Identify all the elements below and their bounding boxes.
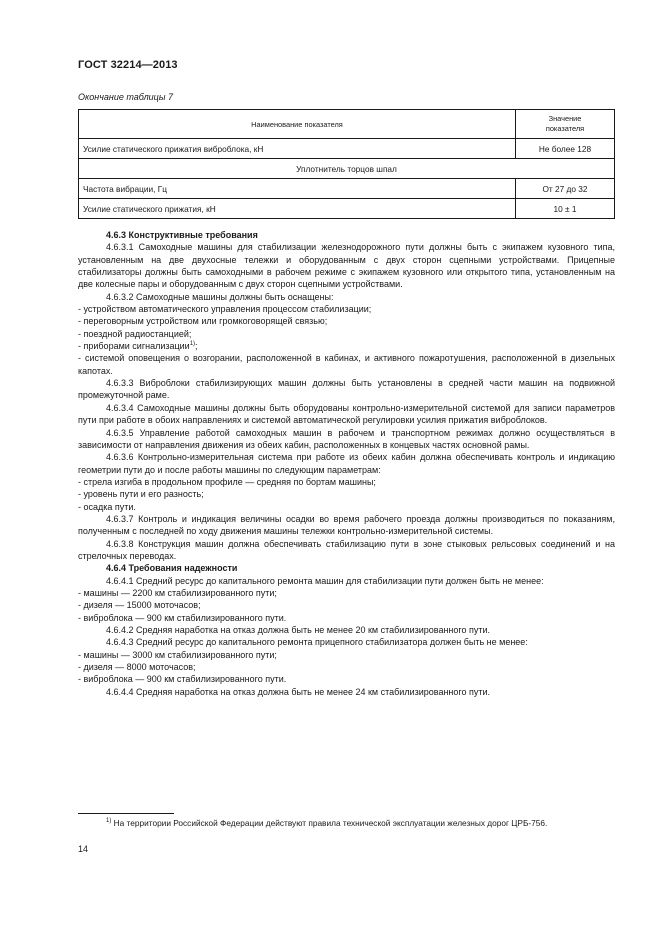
- row-value: От 27 до 32: [516, 179, 615, 199]
- body-text: [78, 229, 615, 698]
- list-item-end: ;: [195, 341, 198, 352]
- footnote-mark: 1): [106, 818, 112, 825]
- paragraph: 4.6.3.6 Контрольно-измерительная система при работе из обеих кабин должна обеспечивать контроль и индикацию геометрии пути до и после работы машины по следующим параметрам:: [78, 452, 615, 475]
- paragraph: 4.6.4.2 Средняя наработка на отказ должна быть не менее 20 км стабилизированного пути.: [106, 625, 491, 635]
- list-item: - переговорным устройством или громкоговорящей связью;: [78, 316, 328, 327]
- footnote-divider: [78, 813, 174, 814]
- list-item: [78, 340, 615, 352]
- list-item: - дизеля — 8000 моточасов;: [78, 662, 196, 673]
- row-value: 10 ± 1: [516, 199, 615, 219]
- paragraph: 4.6.4.3 Средний ресурс до капитального ремонта прицепного стабилизатора должен быть не менее:: [106, 637, 528, 648]
- row-value: Не более 128: [516, 139, 615, 159]
- list-item: - стрела изгиба в продольном профиле — средняя по бортам машины;: [78, 476, 376, 487]
- col-header-value-line2: показателя: [545, 124, 585, 133]
- row-name: Усилие статического прижатия виброблока, кН: [79, 139, 516, 159]
- list-item-text: - приборами сигнализации: [78, 341, 190, 352]
- paragraph: 4.6.3.8 Конструкция машин должна обеспечивать стабилизацию пути в зоне стыковых рельсовых соединений и на стрелочных переводах.: [78, 538, 615, 561]
- row-name: Усилие статического прижатия, кН: [79, 199, 516, 219]
- col-header-name: Наименование показателя: [79, 110, 516, 139]
- page-number: 14: [78, 844, 89, 854]
- footnote-ref: 1): [189, 341, 196, 348]
- list-item: - устройством автоматического управления процессом стабилизации;: [78, 304, 372, 315]
- paragraph: 4.6.4.1 Средний ресурс до капитального ремонта машин для стабилизации пути должен быть не менее:: [106, 575, 544, 586]
- document-header: ГОСТ 32214—2013: [78, 59, 178, 71]
- section-heading: 4.6.3 Конструктивные требования: [106, 230, 258, 240]
- table-section-row: [79, 159, 615, 179]
- paragraph: 4.6.3.2 Самоходные машины должны быть оснащены:: [106, 291, 334, 302]
- col-header-value: [516, 110, 615, 139]
- list-item: - виброблока — 900 км стабилизированного пути.: [78, 674, 287, 685]
- table-header-row: [79, 110, 615, 139]
- list-item: - машины — 2200 км стабилизированного пути;: [78, 587, 277, 598]
- paragraph: 4.6.3.5 Управление работой самоходных машин в рабочем и транспортном режимах должно осуществляться в зависимости от направления движения из обеих кабин, расположенных в концевых частях основной рамы.: [78, 427, 615, 450]
- paragraph: 4.6.3.7 Контроль и индикация величины осадки во время рабочего проезда должны производиться по показаниям, полученным с последней по ходу движения машины тележки контрольно-измерительной системы.: [78, 513, 615, 537]
- list-item: - виброблока — 900 км стабилизированного пути.: [78, 612, 287, 623]
- table-caption: Окончание таблицы 7: [78, 92, 173, 102]
- paragraph: 4.6.3.4 Самоходные машины должны быть оборудованы контрольно-измерительной системой для записи параметров пути при работе в обоих направлениях и системой автоматической регулировки усилия прижатия виброблоков.: [78, 402, 615, 426]
- list-item: - машины — 3000 км стабилизированного пути;: [78, 649, 277, 660]
- paragraph: 4.6.4.4 Средняя наработка на отказ должна быть не менее 24 км стабилизированного пути.: [106, 686, 491, 697]
- list-item: - осадка пути.: [78, 501, 136, 512]
- table-row: [79, 179, 615, 199]
- table-row: [79, 199, 615, 219]
- list-item: - дизеля — 15000 моточасов;: [78, 600, 201, 611]
- parameters-table: [78, 109, 615, 219]
- section-heading: 4.6.4 Требования надежности: [106, 563, 238, 574]
- table-row: [79, 139, 615, 159]
- paragraph: 4.6.3.3 Виброблоки стабилизирующих машин должны быть установлены в средней части машин на подвижной промежуточной раме.: [78, 378, 615, 401]
- footnote-text: На территории Российской Федерации действуют правила технической эксплуатации железных дорог ЦРБ-756.: [111, 818, 548, 828]
- list-item: - системой оповещения о возгорании, расположенной в кабинах, и активного пожаротушения, расположенной в дизельных капотах.: [78, 353, 615, 376]
- list-item: - уровень пути и его разность;: [78, 489, 204, 500]
- footnote: [78, 817, 615, 829]
- section-label: Уплотнитель торцов шпал: [79, 159, 615, 179]
- col-header-value-line1: Значение: [548, 114, 582, 123]
- paragraph: 4.6.3.1 Самоходные машины для стабилизации железнодорожного пути должны быть с экипажем кузовного типа, установленным на две двухосные тележки и оборудованным с двух сторон сцепными устройствами. Прицепные стабилизаторы должны быть самоходными в рабочем режиме с экипажем кузовного или открытого типа, установленным на две колесные пары и оборудованным с двух сторон сцепными устройствами.: [78, 242, 615, 290]
- row-name: Частота вибрации, Гц: [79, 179, 516, 199]
- list-item: - поездной радиостанцией;: [78, 328, 192, 339]
